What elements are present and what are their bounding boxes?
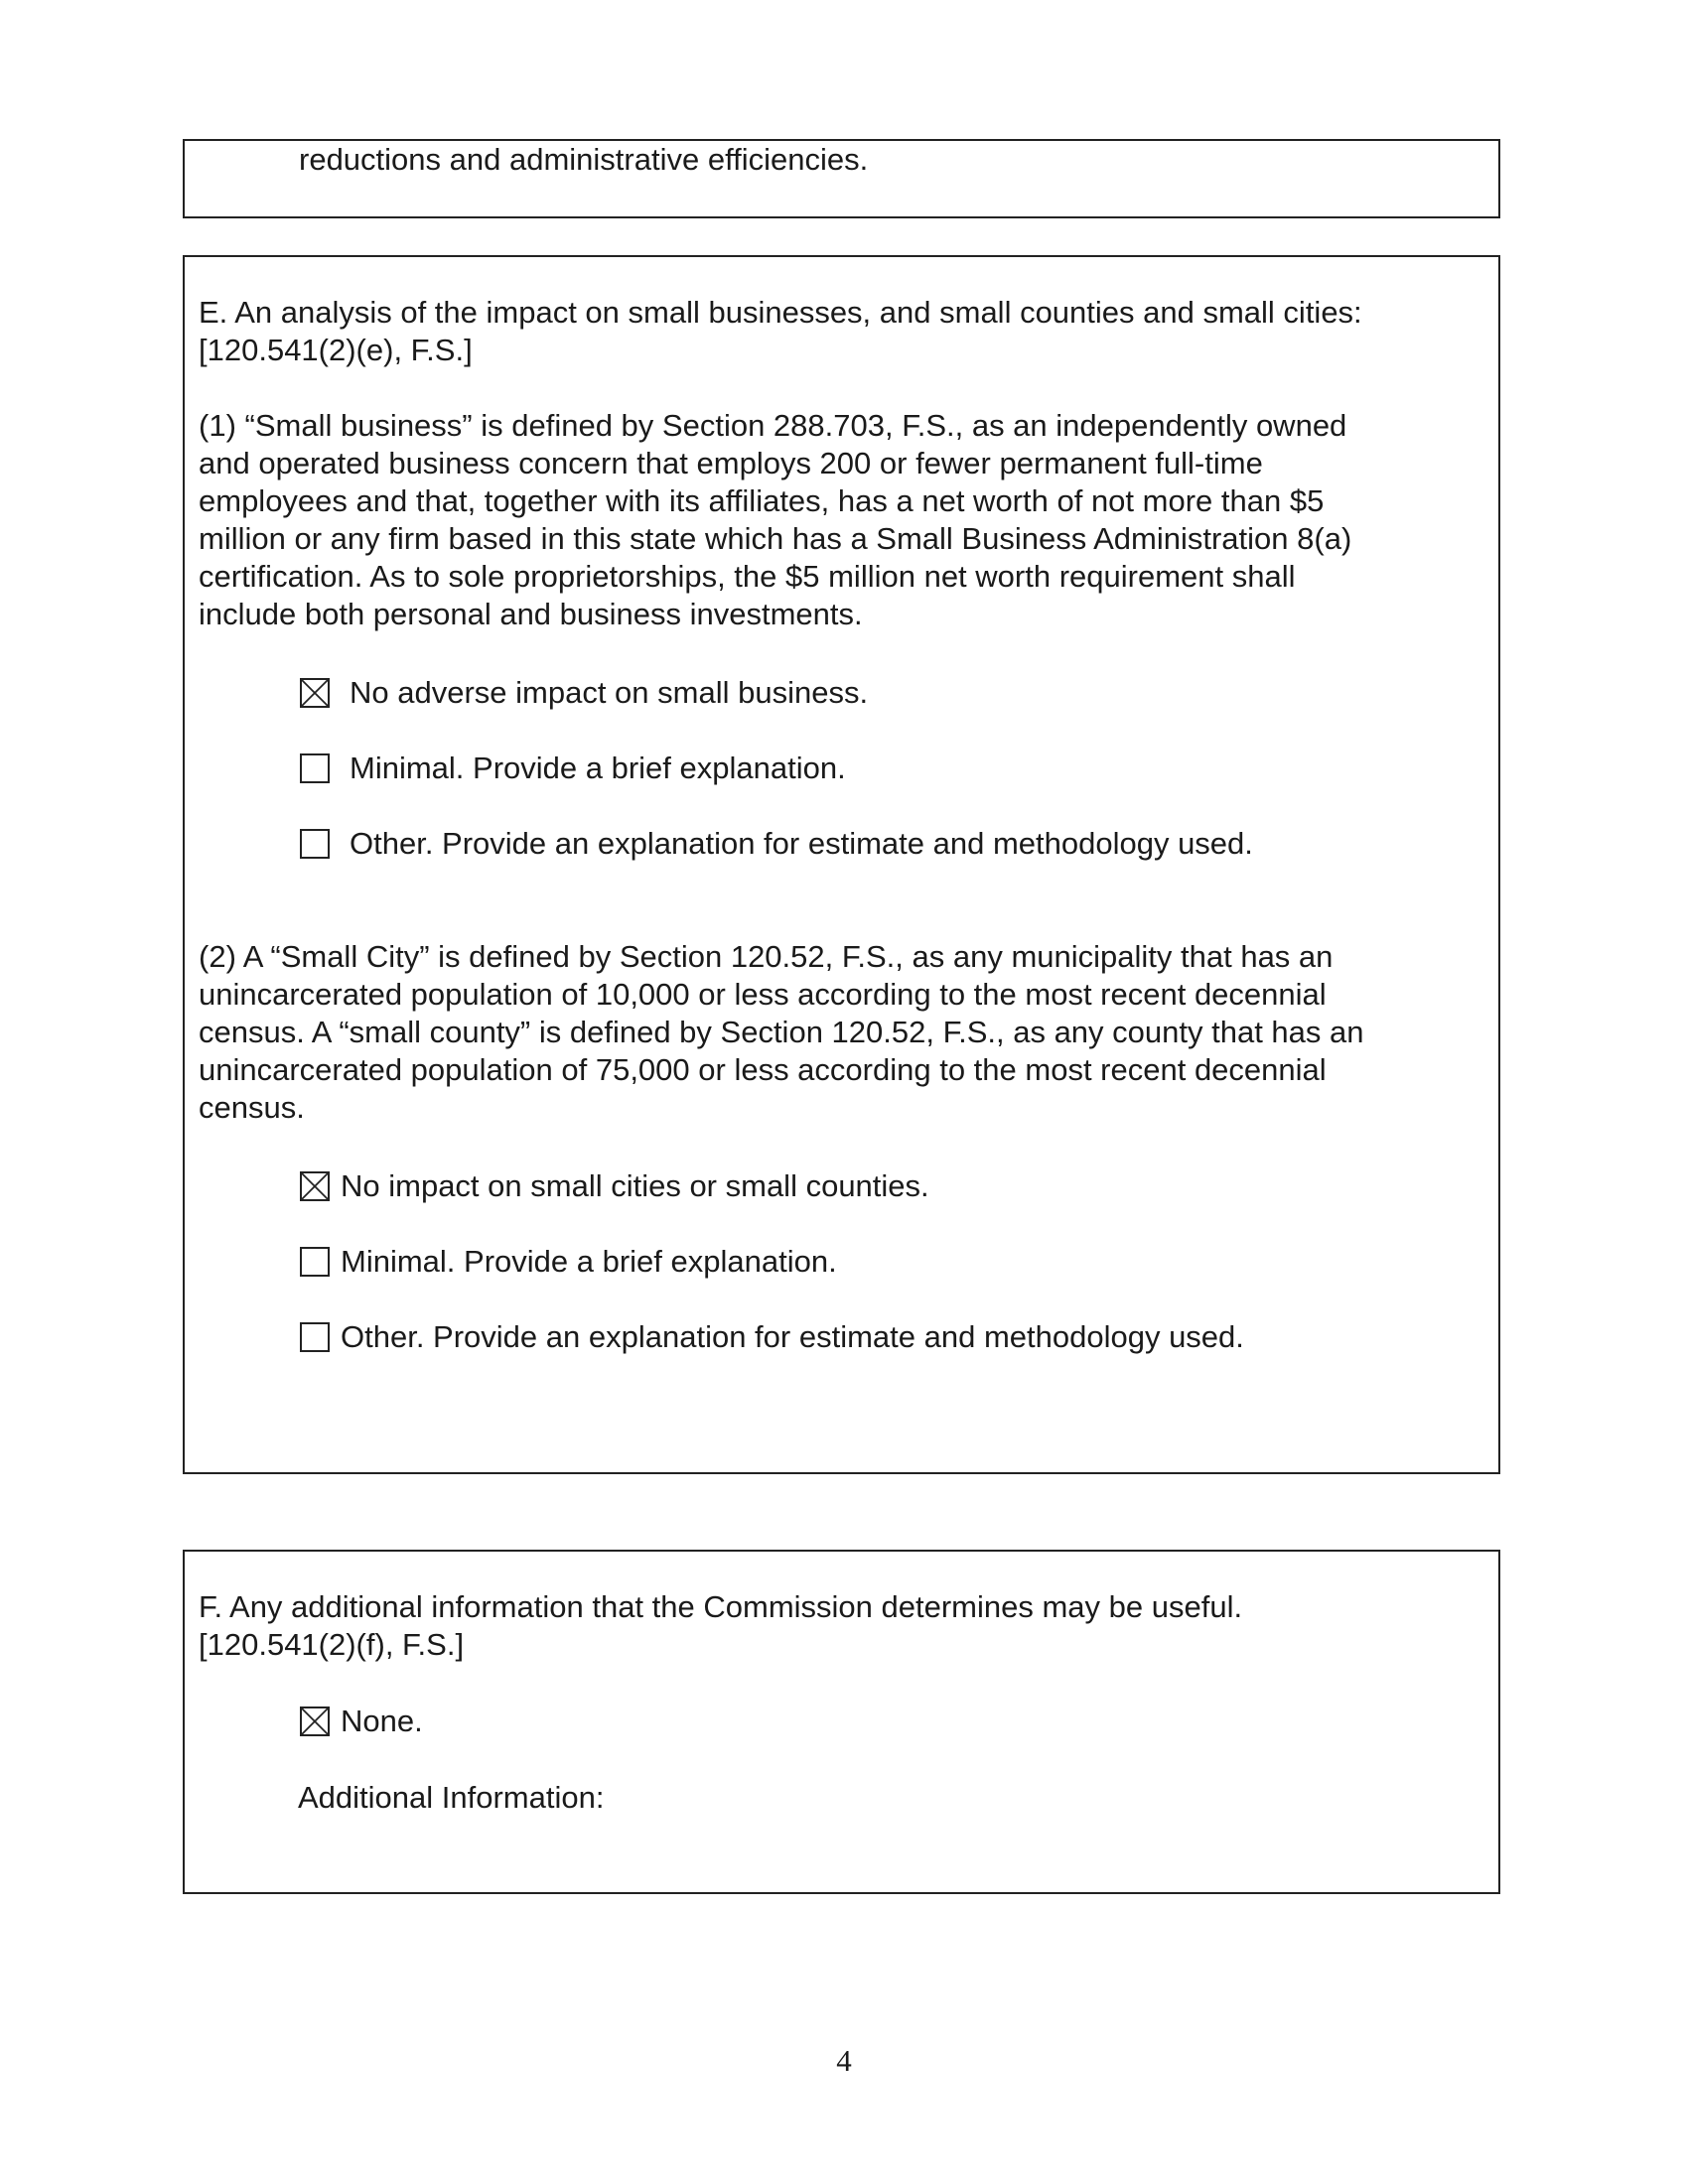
checkbox-unchecked[interactable] [300, 829, 330, 859]
continuation-box [183, 139, 1500, 218]
checkbox-unchecked[interactable] [300, 1247, 330, 1277]
section-f-box [183, 1550, 1500, 1894]
other-option[interactable] [300, 1317, 1244, 1357]
definition-line: and operated business concern that employs 200 or fewer permanent full-time [199, 446, 1263, 480]
definition-line: employees and that, together with its affiliates, has a net worth of not more than $5 [199, 483, 1325, 518]
checkbox-unchecked[interactable] [300, 753, 330, 783]
continuation-text: reductions and administrative efficiencies. [299, 142, 869, 177]
section-f-heading: F. Any additional information that the Commission determines may be useful. [199, 1589, 1243, 1624]
page-number: 4 [836, 2043, 852, 2078]
checkbox-checked[interactable] [300, 1171, 330, 1201]
section-e-citation: [120.541(2)(e), F.S.] [199, 333, 473, 367]
checkmark-x-icon [302, 680, 328, 706]
checkbox-checked[interactable] [300, 1706, 330, 1736]
option-label: Minimal. Provide a brief explanation. [350, 751, 846, 785]
definition-line: (2) A “Small City” is defined by Section 120.52, F.S., as any municipality that has an [199, 939, 1334, 974]
definition-line: (1) “Small business” is defined by Section 288.703, F.S., as an independently owned [199, 408, 1347, 443]
additional-information-label: Additional Information: [298, 1780, 605, 1815]
option-label: Minimal. Provide a brief explanation. [341, 1244, 837, 1279]
checkmark-x-icon [302, 1708, 328, 1734]
section-f-citation: [120.541(2)(f), F.S.] [199, 1627, 465, 1662]
option-label: No impact on small cities or small counties. [341, 1168, 929, 1203]
checkbox-checked[interactable] [300, 678, 330, 708]
none-option[interactable] [300, 1702, 423, 1741]
no-adverse-impact-option[interactable] [300, 673, 868, 713]
section-e-heading: E. An analysis of the impact on small businesses, and small counties and small cities: [199, 295, 1362, 330]
checkbox-unchecked[interactable] [300, 1322, 330, 1352]
minimal-option[interactable] [300, 1242, 837, 1282]
definition-line: unincarcerated population of 75,000 or less according to the most recent decennial [199, 1052, 1327, 1087]
option-label: Other. Provide an explanation for estimate and methodology used. [350, 826, 1253, 861]
definition-line: unincarcerated population of 10,000 or less according to the most recent decennial [199, 977, 1327, 1012]
definition-line: million or any firm based in this state which has a Small Business Administration 8(a) [199, 521, 1352, 556]
definition-line: census. A “small county” is defined by Section 120.52, F.S., as any county that has an [199, 1015, 1364, 1049]
no-impact-small-cities-option[interactable] [300, 1166, 929, 1206]
checkmark-x-icon [302, 1173, 328, 1199]
definition-line: include both personal and business investments. [199, 597, 863, 631]
section-e-box [183, 255, 1500, 1474]
definition-line: census. [199, 1090, 305, 1125]
definition-line: certification. As to sole proprietorships, the $5 million net worth requirement shall [199, 559, 1296, 594]
option-label: Other. Provide an explanation for estimate and methodology used. [341, 1319, 1244, 1354]
option-label: No adverse impact on small business. [350, 675, 869, 710]
minimal-option[interactable] [300, 749, 846, 788]
other-option[interactable] [300, 824, 1253, 864]
option-label: None. [341, 1704, 423, 1738]
